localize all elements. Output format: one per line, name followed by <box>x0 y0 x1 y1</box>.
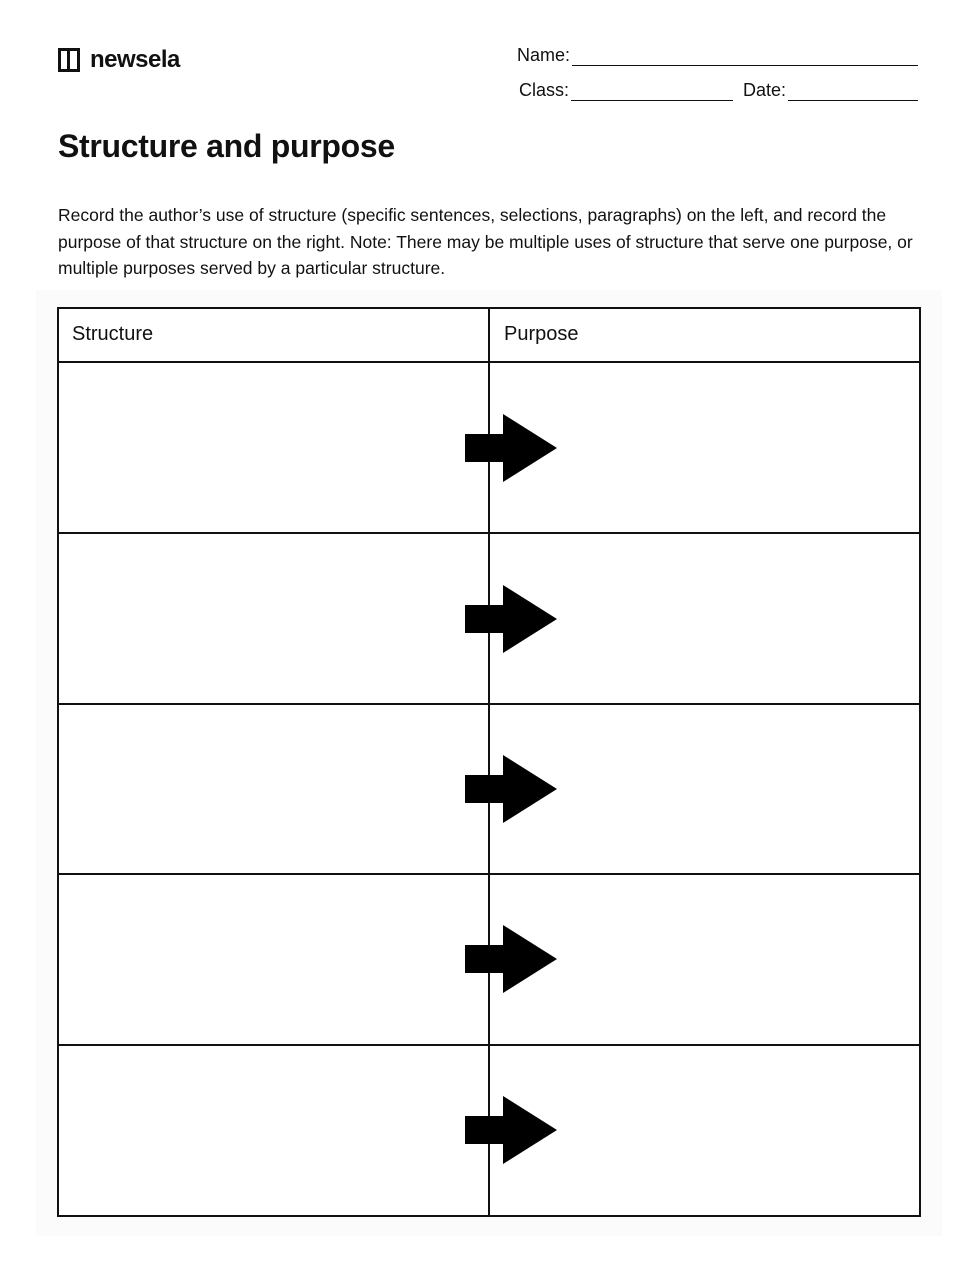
name-label: Name: <box>517 45 571 65</box>
structure-cell[interactable] <box>59 874 488 1044</box>
class-field[interactable] <box>519 80 733 101</box>
name-field[interactable] <box>517 45 918 66</box>
newsela-logo-icon <box>58 48 80 72</box>
class-line[interactable] <box>571 80 733 101</box>
page-title: Structure and purpose <box>58 128 395 164</box>
newsela-logo <box>58 46 180 74</box>
right-arrow-icon <box>465 414 559 482</box>
structure-column-header: Structure <box>72 323 154 345</box>
structure-cell[interactable] <box>59 363 488 533</box>
purpose-column-header: Purpose <box>504 323 579 345</box>
right-arrow-icon <box>465 925 559 993</box>
structure-cell[interactable] <box>59 704 488 874</box>
right-arrow-icon <box>465 585 559 653</box>
instructions-text: Record the author’s use of structure (specific sentences, selections, paragraphs) on the left, and record the purpose of that structure on the right. Note: There may be multiple uses of structure that serve one purpose, or multiple purposes served by a particular structure. <box>58 205 913 278</box>
date-label: Date: <box>743 80 787 100</box>
name-line[interactable] <box>572 45 918 66</box>
structure-purpose-table <box>57 307 921 1217</box>
class-label: Class: <box>519 80 570 100</box>
structure-cell[interactable] <box>59 533 488 703</box>
date-line[interactable] <box>788 80 918 101</box>
date-field[interactable] <box>743 80 918 101</box>
structure-cell[interactable] <box>59 1045 488 1215</box>
right-arrow-icon <box>465 755 559 823</box>
right-arrow-icon <box>465 1096 559 1164</box>
brand-name: newsela <box>90 46 180 73</box>
